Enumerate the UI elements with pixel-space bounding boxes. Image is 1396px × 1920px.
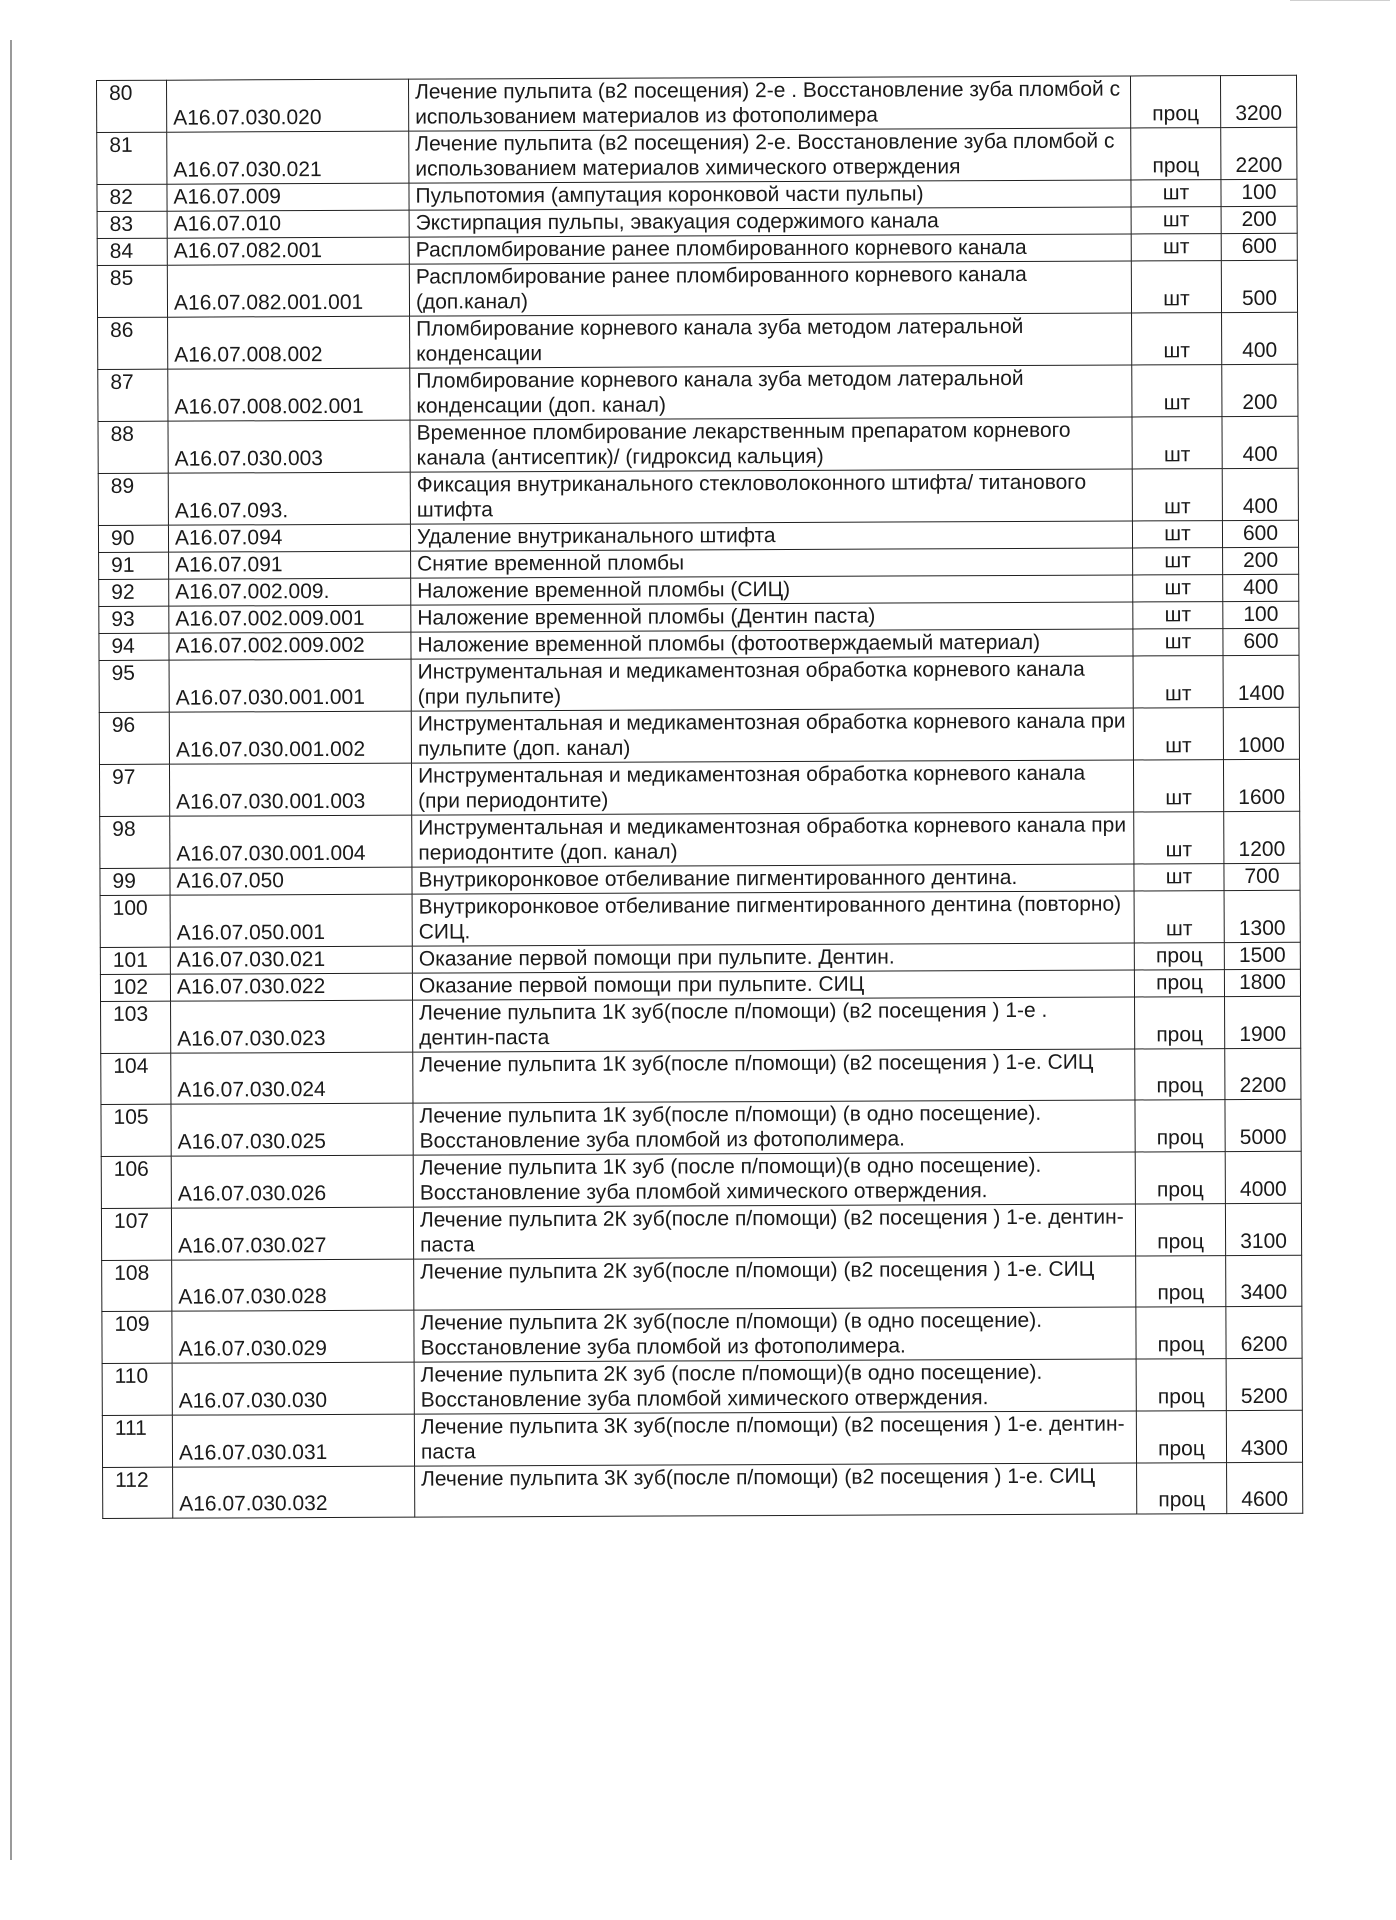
unit-cell: шт [1133,575,1223,602]
service-code-cell: A16.07.094 [168,524,410,552]
unit-cell: шт [1133,548,1223,575]
service-code-cell: A16.07.010 [167,210,409,238]
row-number-cell: 103 [101,1001,171,1053]
service-name-cell: Лечение пульпита (в2 посещения) 2-е. Восстановление зуба пломбой с использованием материалов химического отверждения [409,128,1131,183]
price-cell: 400 [1222,312,1298,364]
price-cell: 6200 [1226,1306,1302,1358]
row-number-cell: 107 [101,1208,171,1260]
unit-cell: шт [1131,180,1221,207]
unit-cell: шт [1131,234,1221,261]
service-name-cell: Наложение временной пломбы (Дентин паста) [411,602,1133,632]
service-name-cell: Оказание первой помощи при пульпите. СИЦ [412,970,1134,1000]
service-name-cell: Лечение пульпита 2К зуб(после п/помощи) (в2 посещения ) 1-е. СИЦ [414,1256,1136,1310]
row-number-cell: 100 [100,895,170,947]
service-name-cell: Инструментальная и медикаментозная обработка корневого канала при пульпите (доп. канал) [411,708,1133,763]
table-row [101,1151,1301,1208]
price-cell: 600 [1221,233,1297,260]
service-name-cell: Внутрикоронковое отбеливание пигментированного дентина. [412,864,1134,894]
price-cell: 100 [1221,179,1297,206]
row-number-cell: 97 [99,764,169,816]
unit-cell: проц [1134,970,1224,997]
table-row [99,655,1299,712]
unit-cell: шт [1132,313,1222,365]
unit-cell: проц [1137,1463,1227,1514]
row-number-cell: 104 [101,1053,171,1104]
row-number-cell: 110 [102,1363,172,1415]
price-cell: 700 [1224,863,1300,890]
row-number-cell: 90 [98,525,168,552]
service-code-cell: A16.07.091 [169,551,411,579]
row-number-cell: 85 [97,265,167,317]
price-cell: 2200 [1225,1048,1301,1099]
service-name-cell: Лечение пульпита 2К зуб(после п/помощи) (в одно посещение). Восстановление зуба пломбой из фотополимера. [414,1307,1136,1362]
price-cell: 4300 [1226,1410,1302,1462]
row-number-cell: 82 [97,184,167,211]
service-code-cell: A16.07.030.003 [168,420,410,473]
service-code-cell: A16.07.050.001 [170,894,412,947]
service-name-cell: Лечение пульпита 1К зуб(после п/помощи) (в2 посещения ) 1-е . дентин-паста [413,997,1135,1052]
unit-cell: проц [1134,943,1224,970]
unit-cell: шт [1132,521,1222,548]
unit-cell: шт [1134,864,1224,891]
service-name-cell: Лечение пульпита 2К зуб(после п/помощи) (в2 посещения ) 1-е. дентин-паста [413,1204,1135,1259]
unit-cell: шт [1133,602,1223,629]
price-cell: 2200 [1221,127,1297,179]
row-number-cell: 105 [101,1104,171,1156]
service-code-cell: A16.07.030.021 [170,946,412,974]
price-cell: 600 [1223,628,1299,655]
service-code-cell: A16.07.030.023 [171,1000,413,1053]
service-code-cell: A16.07.093. [168,472,410,525]
service-name-cell: Распломбирование ранее пломбированного корневого канала (доп.канал) [409,261,1131,316]
unit-cell: шт [1133,629,1223,656]
price-cell: 100 [1223,601,1299,628]
row-number-cell: 108 [102,1260,172,1311]
table-row [100,890,1300,947]
table-row [101,1203,1301,1260]
row-number-cell: 93 [99,606,169,633]
table-row [102,1255,1302,1311]
row-number-cell: 92 [99,579,169,606]
service-code-cell: A16.07.008.002 [168,316,410,369]
service-name-cell: Лечение пульпита 2К зуб (после п/помощи)(в одно посещение). Восстановление зуба пломбой химического отверждения. [414,1359,1136,1414]
unit-cell: проц [1135,1152,1225,1204]
service-name-cell: Лечение пульпита (в2 посещения) 2-е . Восстановление зуба пломбой с использованием материалов из фотополимера [408,76,1130,131]
row-number-cell: 95 [99,660,169,712]
service-code-cell: A16.07.082.001.001 [167,264,409,317]
service-name-cell: Внутрикоронковое отбеливание пигментированного дентина (повторно) СИЦ. [412,891,1134,946]
table-row [100,811,1300,868]
service-code-cell: A16.07.030.031 [172,1414,414,1467]
price-cell: 200 [1223,547,1299,574]
price-cell: 4600 [1227,1462,1303,1513]
service-code-cell: A16.07.030.026 [171,1155,413,1208]
price-cell: 400 [1222,416,1298,468]
service-name-cell: Лечение пульпита 1К зуб (после п/помощи)(в одно посещение). Восстановление зуба пломбой химического отверждения. [413,1152,1135,1207]
row-number-cell: 94 [99,633,169,660]
service-name-cell: Наложение временной пломбы (СИЦ) [411,575,1133,605]
unit-cell: шт [1133,708,1223,760]
row-number-cell: 112 [103,1467,173,1518]
service-code-cell: A16.07.030.032 [173,1466,415,1518]
unit-cell: проц [1136,1256,1226,1307]
unit-cell: проц [1136,1411,1226,1463]
unit-cell: проц [1136,1307,1226,1359]
table-row [102,1410,1302,1467]
price-cell: 1300 [1224,890,1300,942]
table-row [98,468,1298,525]
table-row [99,759,1299,816]
service-name-cell: Пломбирование корневого канала зуба методом латеральной конденсации (доп. канал) [410,365,1132,420]
service-code-cell: A16.07.009 [167,183,409,211]
price-cell: 1800 [1224,969,1300,996]
row-number-cell: 102 [100,974,170,1001]
table-row [102,1358,1302,1415]
unit-cell: шт [1132,417,1222,469]
unit-cell: шт [1131,261,1221,313]
row-number-cell: 109 [102,1311,172,1363]
row-number-cell: 86 [98,317,168,369]
service-name-cell: Инструментальная и медикаментозная обработка корневого канала при периодонтите (доп. канал) [412,812,1134,867]
unit-cell: шт [1134,891,1224,943]
service-code-cell: A16.07.082.001 [167,237,409,265]
price-cell: 1000 [1223,707,1299,759]
table-row [101,1048,1301,1104]
service-code-cell: A16.07.030.001.003 [169,763,411,816]
service-name-cell: Лечение пульпита 1К зуб(после п/помощи) (в2 посещения ) 1-е. СИЦ [413,1049,1135,1103]
scan-page-edge-top [1290,0,1390,1]
row-number-cell: 111 [102,1415,172,1467]
price-cell: 1900 [1225,996,1301,1048]
price-cell: 5200 [1226,1358,1302,1410]
service-code-cell: A16.07.002.009. [169,578,411,606]
table-row [97,127,1297,184]
service-code-cell: A16.07.030.028 [172,1259,414,1311]
row-number-cell: 84 [97,238,167,265]
service-name-cell: Инструментальная и медикаментозная обработка корневого канала (при пульпите) [411,656,1133,711]
table-row [101,996,1301,1053]
price-cell: 4000 [1225,1151,1301,1203]
unit-cell: проц [1131,128,1221,180]
table-row [98,364,1298,421]
price-list-table [96,75,1303,1519]
unit-cell: шт [1132,469,1222,521]
service-code-cell: A16.07.030.024 [171,1052,413,1104]
unit-cell: шт [1131,207,1221,234]
row-number-cell: 87 [98,369,168,421]
row-number-cell: 81 [97,132,167,184]
price-cell: 5000 [1225,1099,1301,1151]
service-code-cell: A16.07.008.002.001 [168,368,410,421]
row-number-cell: 106 [101,1156,171,1208]
price-cell: 3200 [1220,75,1296,127]
service-name-cell: Распломбирование ранее пломбированного корневого канала [409,234,1131,264]
service-code-cell: A16.07.030.029 [172,1310,414,1363]
row-number-cell: 101 [100,947,170,974]
table-row [98,416,1298,473]
row-number-cell: 96 [99,712,169,764]
service-code-cell: A16.07.030.001.001 [169,659,411,712]
row-number-cell: 88 [98,421,168,473]
price-cell: 1500 [1224,942,1300,969]
service-name-cell: Временное пломбирование лекарственным препаратом корневого канала (антисептик)/ (гидроксид кальция) [410,417,1132,472]
unit-cell: шт [1132,365,1222,417]
service-code-cell: A16.07.030.025 [171,1103,413,1156]
service-code-cell: A16.07.002.009.002 [169,632,411,660]
service-name-cell: Лечение пульпита 3К зуб(после п/помощи) (в2 посещения ) 1-е. СИЦ [415,1463,1137,1517]
price-cell: 1200 [1224,811,1300,863]
unit-cell: шт [1133,760,1223,812]
row-number-cell: 99 [100,868,170,895]
service-code-cell: A16.07.030.001.004 [170,815,412,868]
row-number-cell: 98 [100,816,170,868]
table-row [101,1099,1301,1156]
service-name-cell: Экстирпация пульпы, эвакуация содержимого канала [409,207,1131,237]
row-number-cell: 89 [98,473,168,525]
service-name-cell: Наложение временной пломбы (фотоотверждаемый материал) [411,629,1133,659]
unit-cell: проц [1135,1100,1225,1152]
price-cell: 1600 [1223,759,1299,811]
table-row [102,1306,1302,1363]
service-name-cell: Пульпотомия (ампутация коронковой части пульпы) [409,180,1131,210]
table-row [103,1462,1303,1518]
service-code-cell: A16.07.030.021 [167,131,409,184]
row-number-cell: 80 [97,80,167,132]
price-list-body [97,75,1303,1518]
table-row [98,312,1298,369]
price-cell: 3100 [1225,1203,1301,1255]
service-code-cell: A16.07.030.001.002 [169,711,411,764]
price-cell: 200 [1222,364,1298,416]
service-name-cell: Лечение пульпита 1К зуб(после п/помощи) (в одно посещение). Восстановление зуба пломбой из фотополимера. [413,1100,1135,1155]
service-name-cell: Снятие временной пломбы [411,548,1133,578]
service-name-cell: Лечение пульпита 3К зуб(после п/помощи) (в2 посещения ) 1-е. дентин-паста [414,1411,1136,1466]
price-cell: 500 [1221,260,1297,312]
service-code-cell: A16.07.030.020 [167,79,409,132]
table-row [99,707,1299,764]
unit-cell: проц [1135,1204,1225,1256]
unit-cell: проц [1135,997,1225,1049]
service-name-cell: Пломбирование корневого канала зуба методом латеральной конденсации [410,313,1132,368]
service-code-cell: A16.07.030.022 [170,973,412,1001]
unit-cell: шт [1134,812,1224,864]
unit-cell: проц [1136,1359,1226,1411]
table-row [97,260,1297,317]
service-name-cell: Фиксация внутриканального стекловолоконного штифта/ титанового штифта [410,469,1132,524]
price-cell: 1400 [1223,655,1299,707]
row-number-cell: 91 [99,552,169,579]
unit-cell: шт [1133,656,1223,708]
table-row [97,75,1297,132]
price-cell: 400 [1222,468,1298,520]
unit-cell: проц [1135,1049,1225,1100]
service-name-cell: Оказание первой помощи при пульпите. Дентин. [412,943,1134,973]
service-code-cell: A16.07.030.030 [172,1362,414,1415]
service-name-cell: Инструментальная и медикаментозная обработка корневого канала (при периодонтите) [411,760,1133,815]
service-code-cell: A16.07.030.027 [171,1207,413,1260]
unit-cell: проц [1130,76,1220,128]
scan-page-edge [10,40,12,1860]
price-cell: 200 [1221,206,1297,233]
service-code-cell: A16.07.050 [170,867,412,895]
price-cell: 3400 [1226,1255,1302,1306]
row-number-cell: 83 [97,211,167,238]
price-cell: 400 [1223,574,1299,601]
service-code-cell: A16.07.002.009.001 [169,605,411,633]
price-cell: 600 [1222,520,1298,547]
service-name-cell: Удаление внутриканального штифта [410,521,1132,551]
